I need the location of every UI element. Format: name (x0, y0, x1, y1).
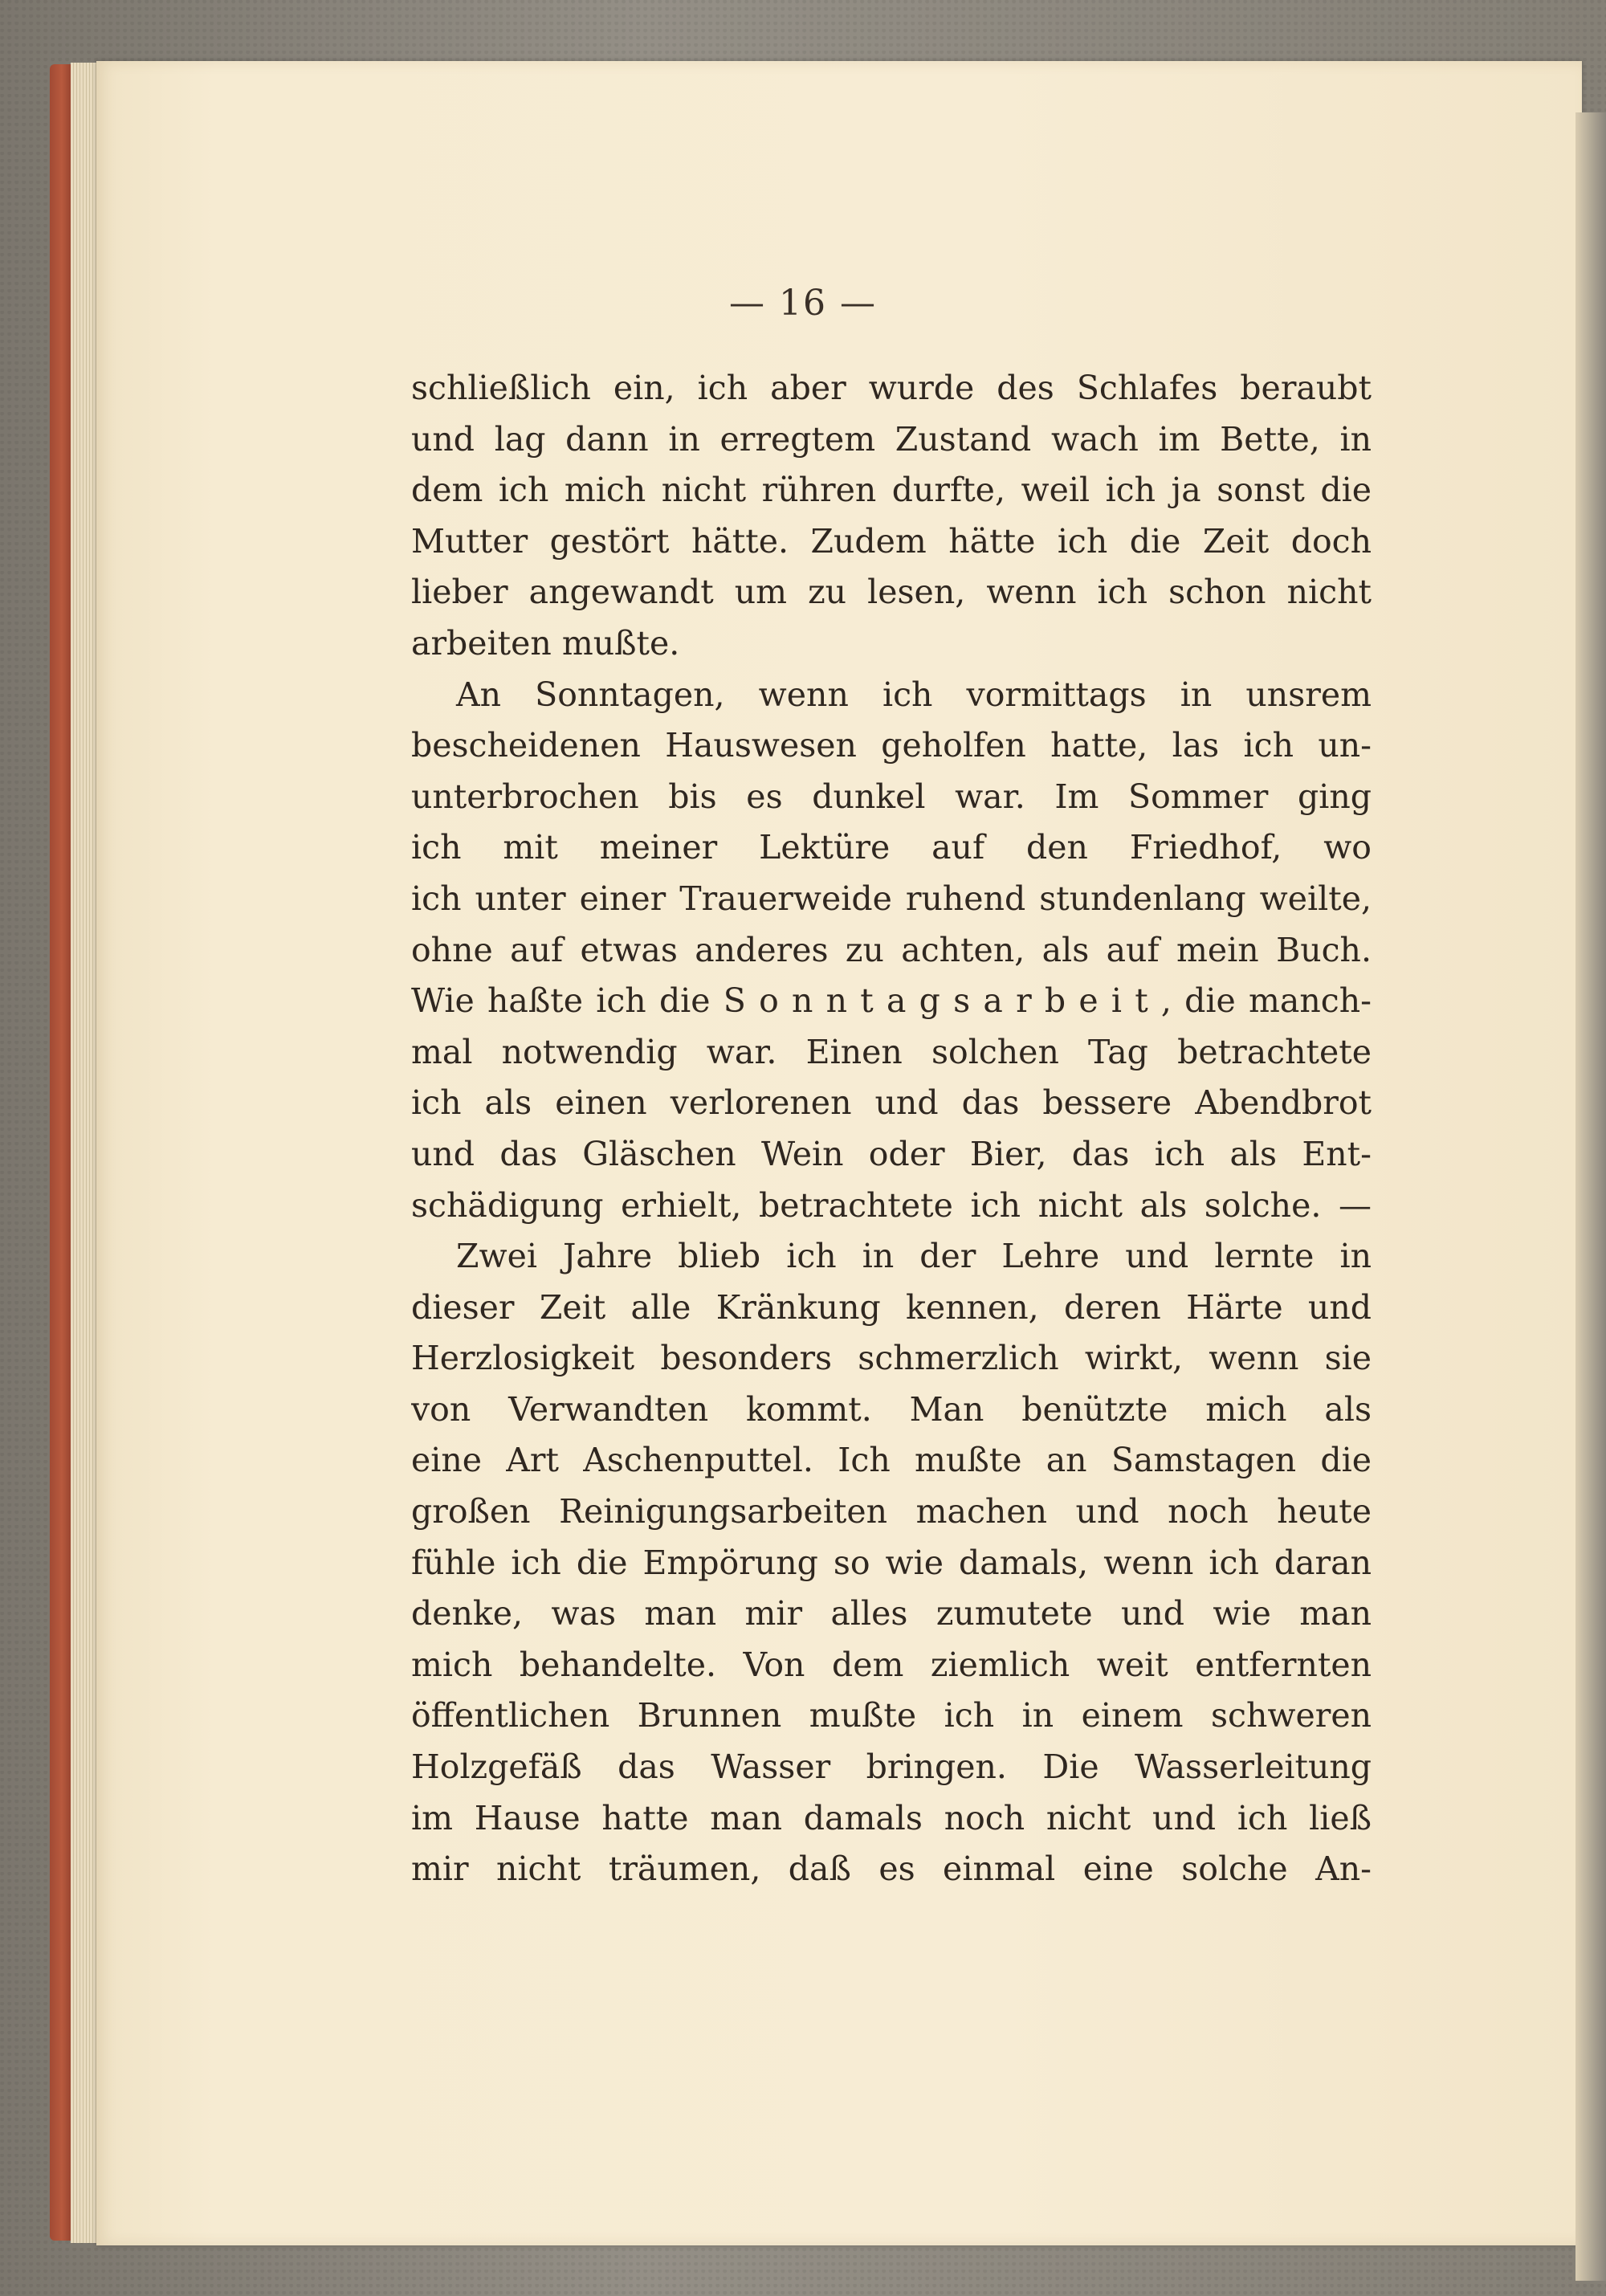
text-line: eine Art Aschenputtel. Ich mußte an Samstagen die (411, 1441, 1372, 1480)
text-line: ich mit meiner Lektüre auf den Friedhof, wo (411, 828, 1372, 867)
text-line: und das Gläschen Wein oder Bier, das ich als Ent- (411, 1134, 1372, 1173)
text-line: und lag dann in erregtem Zustand wach im Bette, in (411, 419, 1372, 459)
body-text (411, 363, 1372, 1895)
text-line: dieser Zeit alle Kränkung kennen, deren Härte und (411, 1287, 1372, 1327)
text-line: denke, was man mir alles zumutete und wie man (411, 1594, 1372, 1633)
text-line: großen Reinigungsarbeiten machen und noch heute (411, 1492, 1372, 1531)
text-line: mal notwendig war. Einen solchen Tag betrachtete (411, 1032, 1372, 1071)
text-line: schädigung erhielt, betrachtete ich nicht als solche. — (411, 1185, 1372, 1225)
text-line: lieber angewandt um zu lesen, wenn ich schon nicht (411, 573, 1372, 612)
text-line: An Sonntagen, wenn ich vormittags in unsrem (456, 675, 1372, 714)
page-number: — 16 — (729, 283, 877, 324)
text-line: mich behandelte. Von dem ziemlich weit entfernten (411, 1645, 1372, 1684)
text-line: Zwei Jahre blieb ich in der Lehre und lernte in (456, 1237, 1372, 1276)
text-line: unterbrochen bis es dunkel war. Im Sommer ging (411, 777, 1372, 816)
text-line: arbeiten mußte. (411, 623, 680, 663)
text-line: ich unter einer Trauerweide ruhend stundenlang weilte, (411, 879, 1372, 918)
text-line: ich als einen verlorenen und das bessere Abendbrot (411, 1083, 1372, 1123)
text-line: im Hause hatte man damals noch nicht und ich ließ (411, 1798, 1372, 1837)
text-line: Mutter gestört hätte. Zudem hätte ich die Zeit doch (411, 521, 1372, 561)
text-line: Wie haßte ich die S o n n t a g s a r b e i t , die manch- (411, 981, 1372, 1021)
text-line: dem ich mich nicht rühren durfte, weil ich ja sonst die (411, 471, 1372, 510)
text-line: fühle ich die Empörung so wie damals, wenn ich daran (411, 1543, 1372, 1582)
text-line: ohne auf etwas anderes zu achten, als auf mein Buch. (411, 930, 1372, 969)
text-line: bescheidenen Hauswesen geholfen hatte, las ich un- (411, 726, 1372, 765)
text-line: Herzlosigkeit besonders schmerzlich wirkt, wenn sie (411, 1339, 1372, 1378)
text-line: öffentlichen Brunnen mußte ich in einem schweren (411, 1696, 1372, 1735)
text-line: Holzgefäß das Wasser bringen. Die Wasserleitung (411, 1747, 1372, 1787)
text-line: von Verwandten kommt. Man benützte mich als (411, 1389, 1372, 1429)
text-line: schließlich ein, ich aber wurde des Schlafes beraubt (411, 369, 1372, 407)
book-cover-right-edge (1575, 112, 1606, 2281)
text-line: mir nicht träumen, daß es einmal eine solche An- (411, 1849, 1372, 1889)
